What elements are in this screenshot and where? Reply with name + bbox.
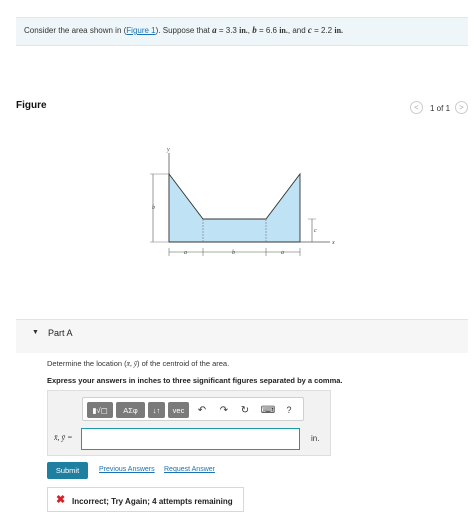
figure-page-indicator: 1 of 1 [430,104,451,113]
var-c: c [307,25,312,35]
separator: , [247,26,253,35]
unit-b: in. [279,26,288,35]
greek-symbols-button[interactable] [116,402,145,418]
question-prefix: Determine the location ( [47,359,127,368]
question-suffix: ) of the centroid of the area. [137,359,230,368]
figure-title: Figure [16,100,47,111]
collapse-triangle-icon[interactable]: ▼ [32,329,39,336]
x-axis-label: x [332,240,335,246]
feedback-text: Incorrect; Try Again; 4 attempts remaining [72,497,233,506]
incorrect-x-icon: ✖ [56,494,66,506]
question-text [47,359,229,368]
undo-icon: ↶ [197,404,207,416]
vector-button[interactable] [168,402,189,418]
unit-c: in. [334,26,344,35]
problem-text-prefix: Consider the area shown in ( [24,26,127,35]
y-axis-label: y [167,147,170,153]
help-button[interactable] [283,402,295,418]
separator: , and [287,26,308,35]
answer-label: x̄, ȳ = [54,433,73,442]
submit-button[interactable]: Submit [47,462,88,479]
var-a: a [212,25,217,35]
figure-diagram [140,145,340,260]
chevron-left-icon: < [414,103,419,112]
next-figure-button[interactable] [455,101,468,114]
problem-statement [24,25,343,35]
value-c: = 2.2 [311,26,335,35]
value-a: = 3.3 [216,26,240,35]
vec-icon: vec [172,405,185,415]
help-icon: ? [286,405,292,415]
unit-a: in. [239,26,248,35]
dimension-a-left-label: a [184,250,187,256]
value-b: = 6.6 [256,26,280,35]
answer-input[interactable] [81,428,300,450]
instruction-text: Express your answers in inches to three significant figures separated by a comma. [47,376,343,385]
greek-icon: ΑΣφ [123,405,138,415]
request-answer-link[interactable]: Request Answer [164,466,215,473]
keyboard-icon: ⌨ [260,404,276,416]
keyboard-button[interactable] [261,402,275,418]
dimension-c-label: c [314,228,317,234]
subscript-superscript-button[interactable] [148,402,165,418]
redo-icon: ↷ [219,404,229,416]
figure-link[interactable]: Figure 1 [126,26,156,35]
redo-button[interactable] [218,402,230,418]
part-a-header[interactable] [16,319,468,353]
unit-label: in. [311,434,320,443]
dimension-a-right-label: a [281,250,284,256]
problem-text-mid: ). Suppose that [155,26,210,35]
var-b: b [252,25,257,35]
chevron-right-icon: > [459,103,464,112]
prev-figure-button[interactable] [410,101,423,114]
templates-button[interactable] [87,402,113,418]
dimension-b-bottom-label: b [232,250,235,256]
shaded-area [169,174,300,242]
arrows-icon: ↓↑ [152,405,161,415]
undo-button[interactable] [196,402,208,418]
part-a-label: Part A [48,328,73,338]
dimension-b-left-label: b [152,205,155,211]
reset-button[interactable] [239,402,251,418]
previous-answers-link[interactable]: Previous Answers [99,466,155,473]
reset-icon: ↻ [240,404,250,416]
templates-icon: ▮√▢ [92,405,108,415]
question-vars: x̄, ȳ [126,359,138,368]
